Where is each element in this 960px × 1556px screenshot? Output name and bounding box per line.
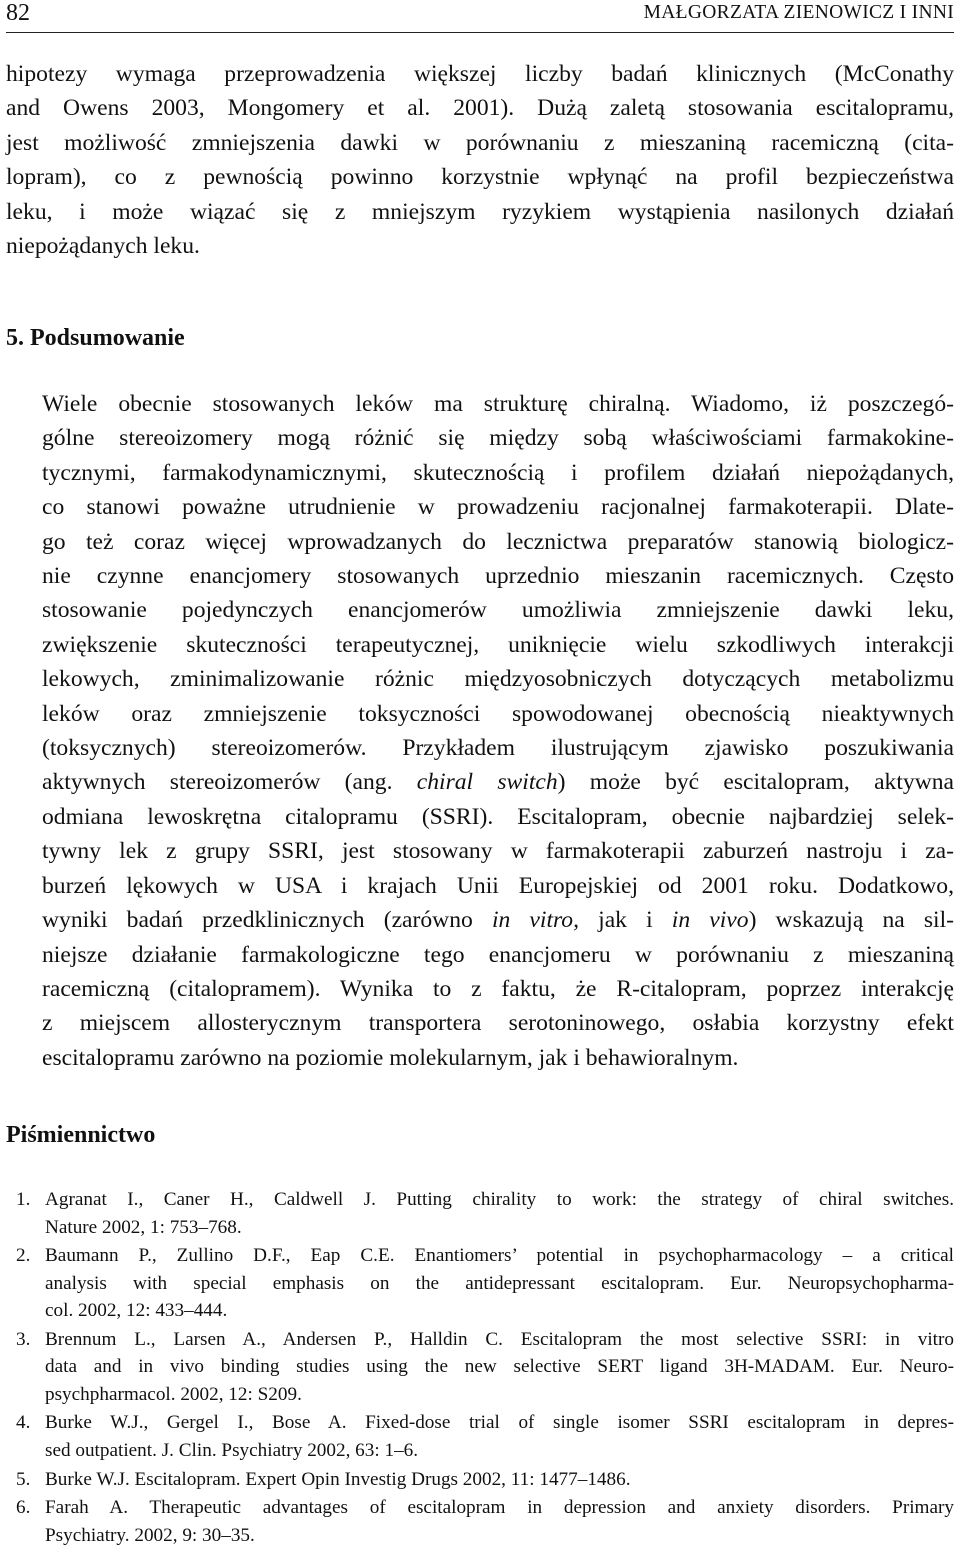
italic-term: in vitro, [491, 907, 580, 934]
reference-line: Brennum L., Larsen A., Andersen P., Halldin C. Escitalopram the most selective SSRI: in vitro [45, 1328, 954, 1350]
reference-number: 4. [16, 1412, 31, 1434]
text-line: burzeń lękowych w USA i krajach Unii Europejskiej od 2001 roku. Dodatkowo, [42, 872, 954, 899]
reference-line: Burke W.J., Gergel I., Bose A. Fixed-dose trial of single isomer SSRI escitalopram in depres- [45, 1412, 954, 1434]
page-header [6, 0, 954, 33]
reference-number: 1. [16, 1189, 31, 1210]
text-line: hipotezy wymaga przeprowadzenia większej liczby badań klinicznych (McConathy [6, 61, 954, 87]
section-heading: 5. Podsumowanie [6, 325, 185, 351]
text-line: gólne stereoizomery mogą różnić się między sobą właściwościami farmakokine- [42, 425, 954, 452]
text-line: and Owens 2003, Mongomery et al. 2001). Dużą zaletą stosowania escitalopramu, [6, 95, 954, 122]
reference-list [6, 1186, 954, 1550]
reference-line: Psychiatry. 2002, 9: 30–35. [45, 1524, 255, 1546]
reference-line: Burke W.J. Escitalopram. Expert Opin Investig Drugs 2002, 11: 1477–1486. [45, 1468, 631, 1490]
reference-item [6, 1494, 954, 1549]
reference-line: col. 2002, 12: 433–444. [45, 1300, 228, 1322]
text-line: leków oraz zmniejszenie toksyczności spowodowanej obecnością nieaktywnych [42, 700, 954, 727]
reference-item [6, 1466, 954, 1494]
reference-line: Farah A. Therapeutic advantages of escitalopram in depression and anxiety disorders. Primary [45, 1496, 954, 1518]
reference-number: 6. [16, 1496, 31, 1518]
reference-item [6, 1242, 954, 1325]
text-line [6, 903, 954, 937]
reference-line: data and in vivo binding studies using the new selective SERT ligand 3H-MADAM. Eur. Neuro- [45, 1356, 954, 1378]
text-line: Wiele obecnie stosowanych leków ma strukturę chiralną. Wiadomo, iż poszczegó- [42, 391, 954, 417]
text-line: stosowanie pojedynczych enancjomerów umożliwia zmniejszenie dawki leku, [42, 597, 954, 624]
body-paragraph [6, 57, 954, 263]
text-line: tycznymi, farmakodynamicznymi, skutecznością i profilem działań niepożądanych, [42, 459, 954, 486]
reference-line: sed outpatient. J. Clin. Psychiatry 2002, 63: 1–6. [45, 1440, 419, 1462]
text-run: ) wskazują na sil- [748, 907, 955, 934]
text-line: go też coraz więcej wprowadzanych do lecznictwa preparatów stanowią biologicz- [42, 528, 954, 555]
reference-number: 3. [16, 1328, 31, 1350]
reference-line: Nature 2002, 1: 753–768. [45, 1216, 242, 1238]
text-line: (toksycznych) stereoizomerów. Przykładem ilustrującym zjawisko poszukiwania [42, 735, 954, 762]
text-run: jak i [579, 907, 672, 934]
running-head: MAŁGORZATA ZIENOWICZ I INNI [643, 2, 954, 23]
text-line: co stanowi poważne utrudnienie w prowadzeniu racjonalnej farmakoterapii. Dlate- [42, 494, 954, 521]
text-line: niejsze działanie farmakologiczne tego enancjomeru w porównaniu z mieszaniną [42, 941, 954, 968]
references-heading: Piśmiennictwo [6, 1122, 156, 1148]
reference-line: psychpharmacol. 2002, 12: S209. [45, 1383, 302, 1405]
text-line: niepożądanych leku. [6, 233, 200, 260]
italic-term: in vivo [671, 907, 749, 934]
page-number: 82 [6, 0, 30, 26]
text-line: escitalopramu zarówno na poziomie molekularnym, jak i behawioralnym. [42, 1044, 739, 1071]
italic-term: chiral switch [416, 769, 558, 796]
text-run: wyniki badań przedklinicznych (zarówno [42, 907, 492, 934]
text-line: nie czynne enancjomery stosowanych uprzednio mieszanin racemicznych. Często [42, 563, 954, 590]
text-run: aktywnych stereoizomerów (ang. [42, 769, 417, 796]
text-line: zwiększenie skuteczności terapeutycznej, uniknięcie wielu szkodliwych interakcji [42, 631, 954, 658]
text-line: z miejscem allosterycznym transportera serotoninowego, osłabia korzystny efekt [42, 1010, 954, 1037]
text-line [6, 765, 954, 799]
reference-line: Baumann P., Zullino D.F., Eap C.E. Enantiomers’ potential in psychopharmacology – a critical [45, 1245, 954, 1267]
reference-item [6, 1326, 954, 1409]
reference-item [6, 1409, 954, 1464]
text-line: tywny lek z grupy SSRI, jest stosowany w farmakoterapii zaburzeń nastroju i za- [42, 838, 954, 865]
text-line: lekowych, zminimalizowanie różnic międzyosobniczych dotyczących metabolizmu [42, 666, 954, 693]
text-line: racemiczną (citalopramem). Wynika to z faktu, że R-citalopram, poprzez interakcję [42, 975, 954, 1002]
reference-line: Agranat I., Caner H., Caldwell J. Putting chirality to work: the strategy of chiral switches. [45, 1189, 954, 1210]
text-line: jest możliwość zmniejszenia dawki w porównaniu z mieszaniną racemiczną (cita- [6, 129, 954, 156]
text-run: ) może być escitalopram, aktywna [557, 769, 954, 796]
reference-item [6, 1186, 954, 1241]
reference-number: 5. [16, 1468, 31, 1490]
body-paragraph [6, 387, 954, 1075]
text-line: odmiana lewoskrętna citalopramu (SSRI). Escitalopram, obecnie najbardziej selek- [42, 803, 954, 830]
text-line: lopram), co z pewnością powinno korzystnie wpłynąć na profil bezpieczeństwa [6, 164, 954, 191]
text-line: leku, i może wiązać się z mniejszym ryzykiem wystąpienia nasilonych działań [6, 198, 954, 225]
reference-line: analysis with special emphasis on the antidepressant escitalopram. Eur. Neuropsychopharma- [45, 1272, 954, 1294]
reference-number: 2. [16, 1245, 31, 1267]
